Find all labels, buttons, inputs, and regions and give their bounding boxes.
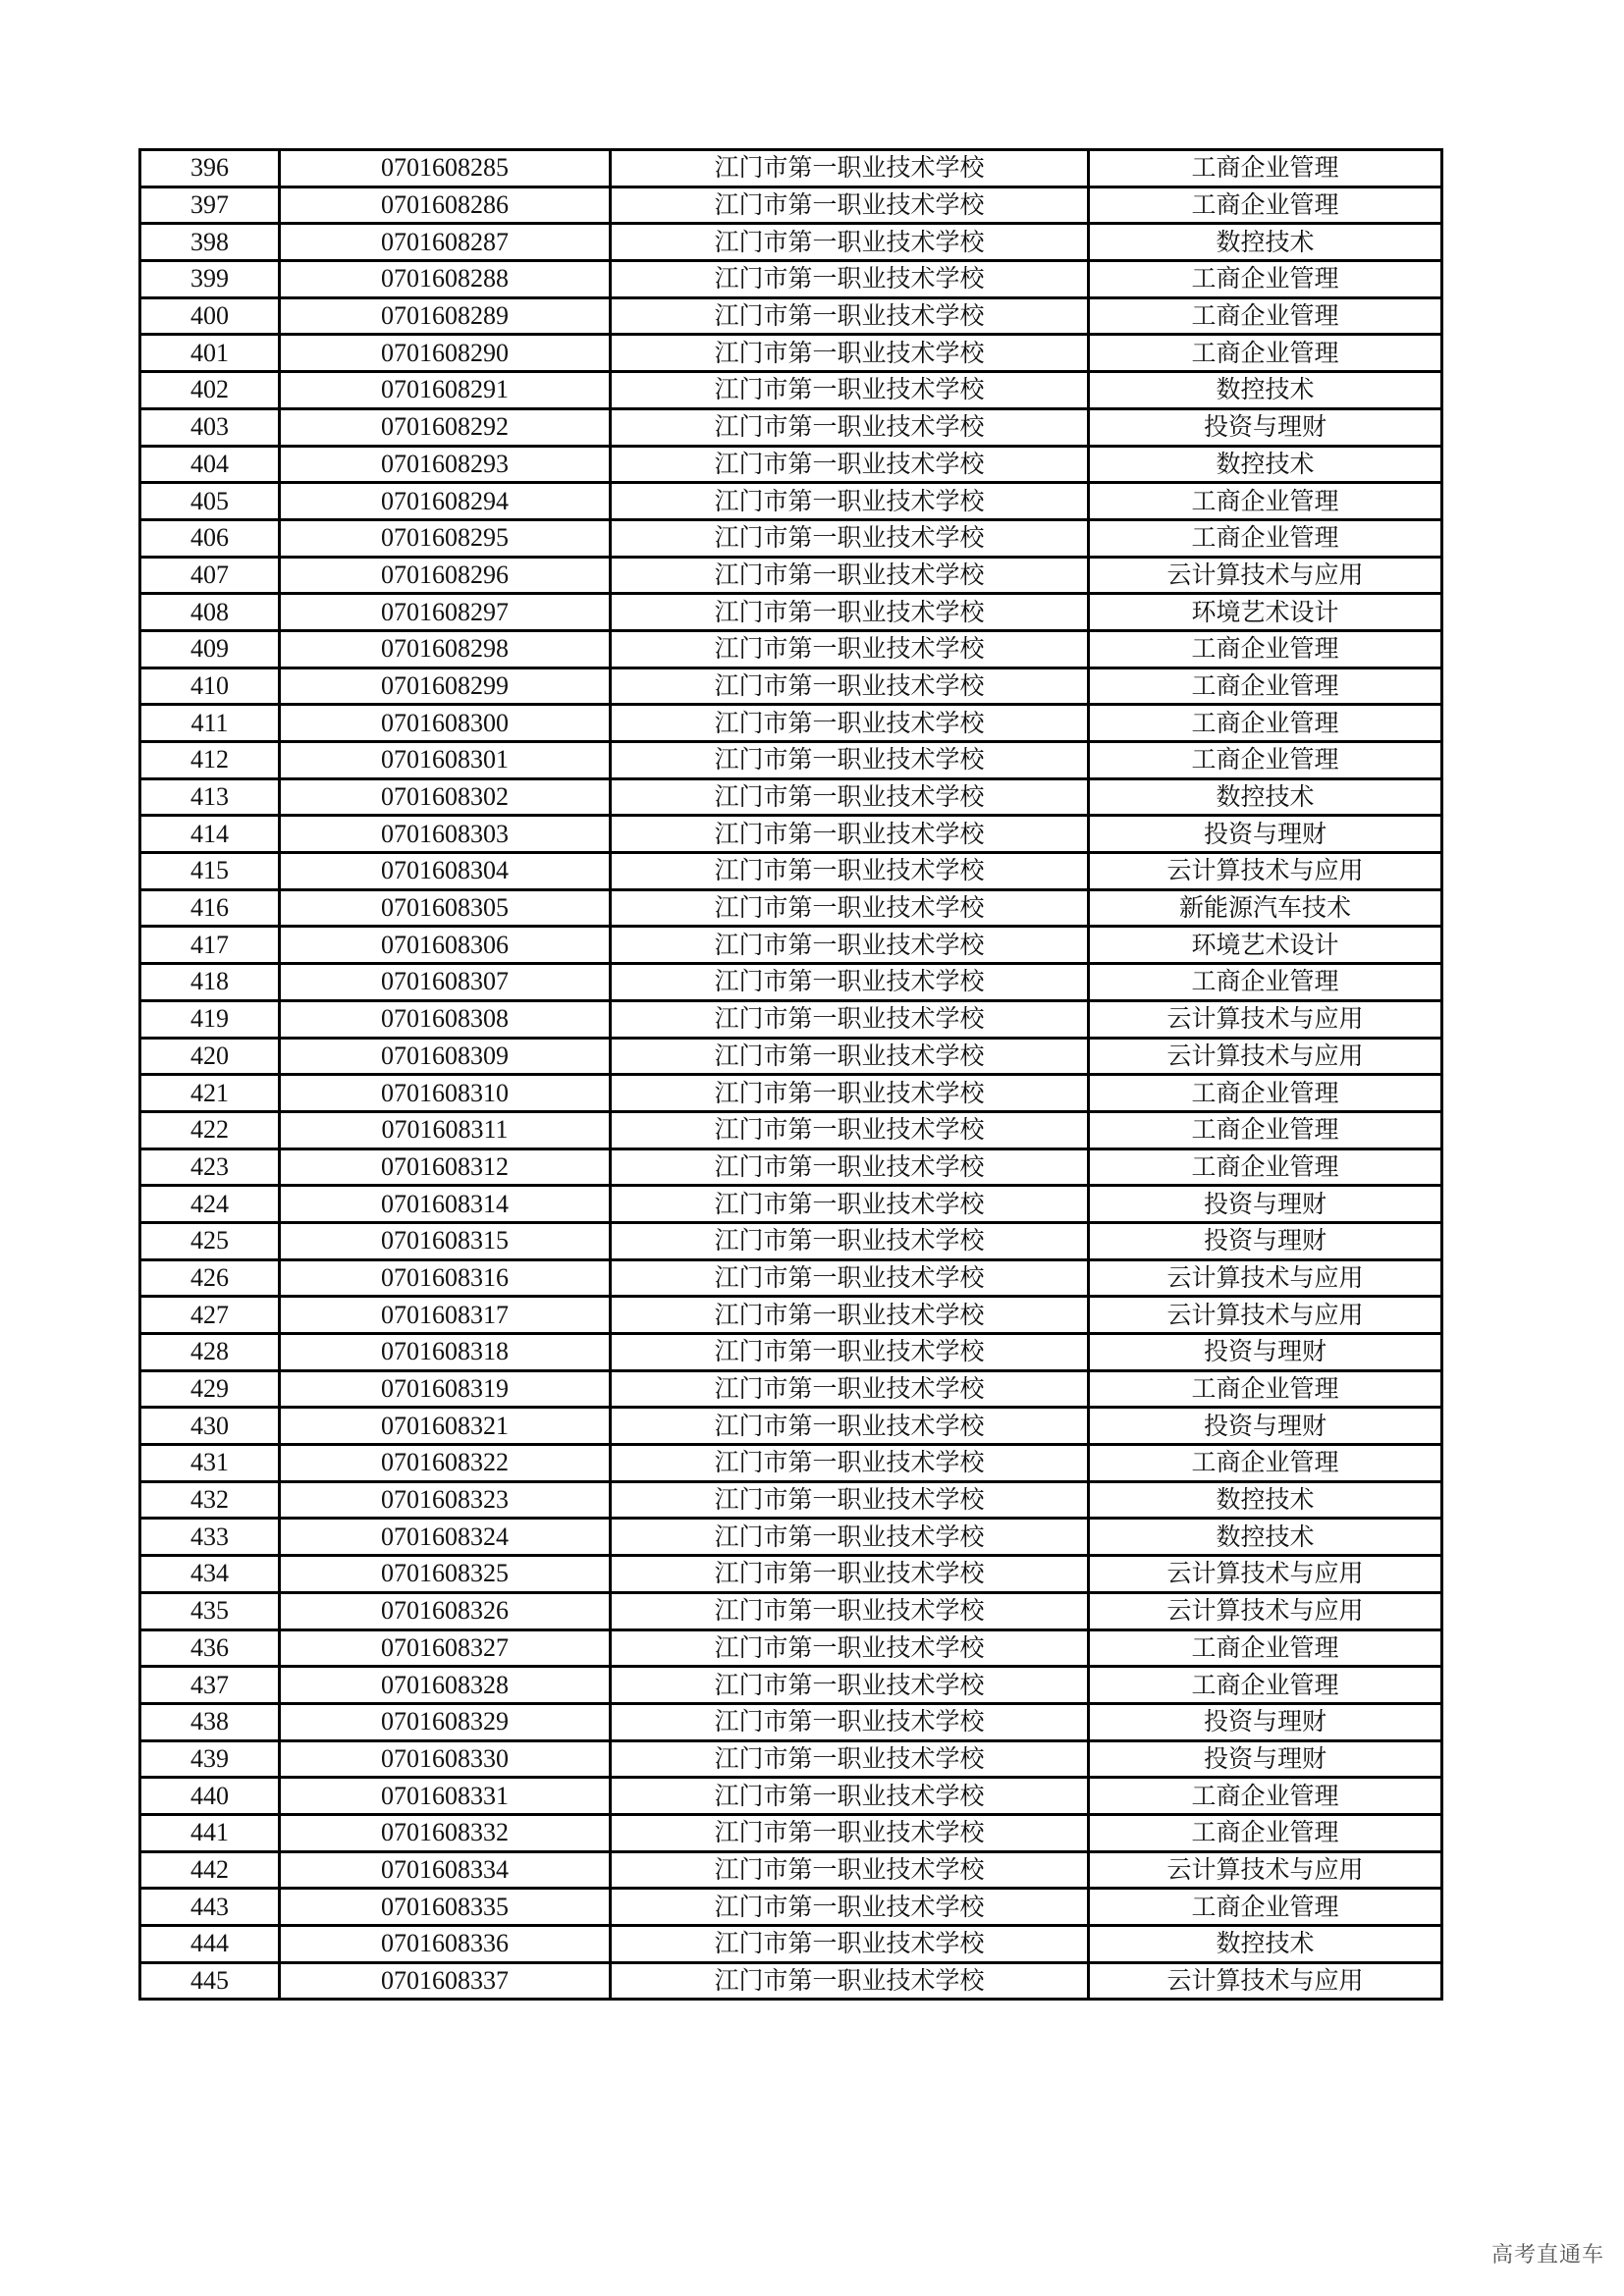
- school-cell: 江门市第一职业技术学校: [611, 1148, 1089, 1186]
- school-cell: 江门市第一职业技术学校: [611, 1408, 1089, 1445]
- school-cell: 江门市第一职业技术学校: [611, 1629, 1089, 1667]
- table-row: [140, 261, 1442, 298]
- major-cell: 投资与理财: [1089, 408, 1442, 446]
- school-cell: 江门市第一职业技术学校: [611, 1186, 1089, 1223]
- id-cell: 0701608318: [280, 1334, 611, 1371]
- school-cell: 江门市第一职业技术学校: [611, 1667, 1089, 1704]
- school-cell: 江门市第一职业技术学校: [611, 742, 1089, 779]
- school-cell: 江门市第一职业技术学校: [611, 1038, 1089, 1075]
- id-cell: 0701608296: [280, 557, 611, 594]
- school-cell: 江门市第一职业技术学校: [611, 667, 1089, 705]
- major-cell: 云计算技术与应用: [1089, 557, 1442, 594]
- major-cell: 云计算技术与应用: [1089, 1962, 1442, 2000]
- roster-table: [138, 148, 1443, 2001]
- seq-cell: 427: [140, 1297, 280, 1334]
- major-cell: 工商企业管理: [1089, 1075, 1442, 1112]
- table-row: [140, 150, 1442, 187]
- school-cell: 江门市第一职业技术学校: [611, 1556, 1089, 1593]
- id-cell: 0701608334: [280, 1851, 611, 1889]
- id-cell: 0701608319: [280, 1370, 611, 1408]
- table-row: [140, 408, 1442, 446]
- table-row: [140, 1111, 1442, 1148]
- id-cell: 0701608299: [280, 667, 611, 705]
- seq-cell: 434: [140, 1556, 280, 1593]
- table-row: [140, 667, 1442, 705]
- table-row: [140, 1075, 1442, 1112]
- table-row: [140, 297, 1442, 335]
- id-cell: 0701608315: [280, 1222, 611, 1259]
- id-cell: 0701608326: [280, 1592, 611, 1629]
- table-row: [140, 557, 1442, 594]
- id-cell: 0701608307: [280, 964, 611, 1001]
- school-cell: 江门市第一职业技术学校: [611, 483, 1089, 520]
- id-cell: 0701608304: [280, 853, 611, 890]
- id-cell: 0701608323: [280, 1481, 611, 1519]
- major-cell: 数控技术: [1089, 372, 1442, 409]
- seq-cell: 413: [140, 778, 280, 816]
- major-cell: 工商企业管理: [1089, 1629, 1442, 1667]
- major-cell: 工商企业管理: [1089, 667, 1442, 705]
- id-cell: 0701608336: [280, 1926, 611, 1963]
- table-row: [140, 1408, 1442, 1445]
- seq-cell: 415: [140, 853, 280, 890]
- school-cell: 江门市第一职业技术学校: [611, 1851, 1089, 1889]
- school-cell: 江门市第一职业技术学校: [611, 1962, 1089, 2000]
- major-cell: 投资与理财: [1089, 816, 1442, 853]
- table-row: [140, 1889, 1442, 1926]
- seq-cell: 431: [140, 1445, 280, 1482]
- seq-cell: 398: [140, 224, 280, 261]
- seq-cell: 407: [140, 557, 280, 594]
- seq-cell: 406: [140, 519, 280, 557]
- id-cell: 0701608285: [280, 150, 611, 187]
- id-cell: 0701608310: [280, 1075, 611, 1112]
- seq-cell: 396: [140, 150, 280, 187]
- school-cell: 江门市第一职业技术学校: [611, 446, 1089, 483]
- id-cell: 0701608303: [280, 816, 611, 853]
- id-cell: 0701608289: [280, 297, 611, 335]
- table-row: [140, 1778, 1442, 1815]
- table-row: [140, 1814, 1442, 1851]
- table-row: [140, 1334, 1442, 1371]
- id-cell: 0701608293: [280, 446, 611, 483]
- major-cell: 工商企业管理: [1089, 483, 1442, 520]
- school-cell: 江门市第一职业技术学校: [611, 335, 1089, 372]
- table-row: [140, 1186, 1442, 1223]
- major-cell: 投资与理财: [1089, 1703, 1442, 1740]
- school-cell: 江门市第一职业技术学校: [611, 1075, 1089, 1112]
- id-cell: 0701608300: [280, 705, 611, 742]
- school-cell: 江门市第一职业技术学校: [611, 594, 1089, 631]
- major-cell: 工商企业管理: [1089, 964, 1442, 1001]
- seq-cell: 436: [140, 1629, 280, 1667]
- id-cell: 0701608292: [280, 408, 611, 446]
- seq-cell: 408: [140, 594, 280, 631]
- seq-cell: 440: [140, 1778, 280, 1815]
- seq-cell: 443: [140, 1889, 280, 1926]
- id-cell: 0701608311: [280, 1111, 611, 1148]
- id-cell: 0701608325: [280, 1556, 611, 1593]
- id-cell: 0701608337: [280, 1962, 611, 2000]
- school-cell: 江门市第一职业技术学校: [611, 1703, 1089, 1740]
- seq-cell: 418: [140, 964, 280, 1001]
- id-cell: 0701608298: [280, 630, 611, 667]
- school-cell: 江门市第一职业技术学校: [611, 187, 1089, 224]
- school-cell: 江门市第一职业技术学校: [611, 1592, 1089, 1629]
- seq-cell: 400: [140, 297, 280, 335]
- id-cell: 0701608328: [280, 1667, 611, 1704]
- id-cell: 0701608308: [280, 1000, 611, 1038]
- seq-cell: 411: [140, 705, 280, 742]
- school-cell: 江门市第一职业技术学校: [611, 1000, 1089, 1038]
- id-cell: 0701608288: [280, 261, 611, 298]
- major-cell: 工商企业管理: [1089, 1814, 1442, 1851]
- major-cell: 工商企业管理: [1089, 261, 1442, 298]
- table-row: [140, 927, 1442, 964]
- roster-table-body: [140, 150, 1442, 2000]
- seq-cell: 412: [140, 742, 280, 779]
- seq-cell: 404: [140, 446, 280, 483]
- major-cell: 工商企业管理: [1089, 1778, 1442, 1815]
- seq-cell: 435: [140, 1592, 280, 1629]
- major-cell: 投资与理财: [1089, 1186, 1442, 1223]
- seq-cell: 426: [140, 1259, 280, 1297]
- major-cell: 工商企业管理: [1089, 150, 1442, 187]
- major-cell: 投资与理财: [1089, 1222, 1442, 1259]
- major-cell: 工商企业管理: [1089, 1889, 1442, 1926]
- table-row: [140, 1592, 1442, 1629]
- seq-cell: 422: [140, 1111, 280, 1148]
- school-cell: 江门市第一职业技术学校: [611, 557, 1089, 594]
- id-cell: 0701608294: [280, 483, 611, 520]
- major-cell: 数控技术: [1089, 446, 1442, 483]
- id-cell: 0701608286: [280, 187, 611, 224]
- seq-cell: 419: [140, 1000, 280, 1038]
- school-cell: 江门市第一职业技术学校: [611, 1481, 1089, 1519]
- seq-cell: 420: [140, 1038, 280, 1075]
- major-cell: 工商企业管理: [1089, 630, 1442, 667]
- major-cell: 云计算技术与应用: [1089, 1297, 1442, 1334]
- school-cell: 江门市第一职业技术学校: [611, 372, 1089, 409]
- major-cell: 数控技术: [1089, 778, 1442, 816]
- seq-cell: 409: [140, 630, 280, 667]
- id-cell: 0701608305: [280, 889, 611, 927]
- major-cell: 环境艺术设计: [1089, 927, 1442, 964]
- major-cell: 工商企业管理: [1089, 519, 1442, 557]
- id-cell: 0701608324: [280, 1519, 611, 1556]
- table-row: [140, 742, 1442, 779]
- major-cell: 工商企业管理: [1089, 1667, 1442, 1704]
- seq-cell: 405: [140, 483, 280, 520]
- seq-cell: 402: [140, 372, 280, 409]
- table-row: [140, 816, 1442, 853]
- seq-cell: 437: [140, 1667, 280, 1704]
- school-cell: 江门市第一职业技术学校: [611, 1740, 1089, 1778]
- major-cell: 云计算技术与应用: [1089, 1000, 1442, 1038]
- major-cell: 投资与理财: [1089, 1740, 1442, 1778]
- seq-cell: 428: [140, 1334, 280, 1371]
- school-cell: 江门市第一职业技术学校: [611, 853, 1089, 890]
- seq-cell: 414: [140, 816, 280, 853]
- table-row: [140, 446, 1442, 483]
- table-row: [140, 964, 1442, 1001]
- table-row: [140, 1740, 1442, 1778]
- major-cell: 工商企业管理: [1089, 1370, 1442, 1408]
- id-cell: 0701608321: [280, 1408, 611, 1445]
- id-cell: 0701608327: [280, 1629, 611, 1667]
- seq-cell: 403: [140, 408, 280, 446]
- table-row: [140, 1851, 1442, 1889]
- table-row: [140, 1703, 1442, 1740]
- table-row: [140, 372, 1442, 409]
- table-row: [140, 187, 1442, 224]
- school-cell: 江门市第一职业技术学校: [611, 778, 1089, 816]
- school-cell: 江门市第一职业技术学校: [611, 1519, 1089, 1556]
- table-row: [140, 483, 1442, 520]
- table-row: [140, 1629, 1442, 1667]
- seq-cell: 417: [140, 927, 280, 964]
- seq-cell: 425: [140, 1222, 280, 1259]
- school-cell: 江门市第一职业技术学校: [611, 224, 1089, 261]
- table-row: [140, 1962, 1442, 2000]
- school-cell: 江门市第一职业技术学校: [611, 1297, 1089, 1334]
- seq-cell: 432: [140, 1481, 280, 1519]
- school-cell: 江门市第一职业技术学校: [611, 630, 1089, 667]
- school-cell: 江门市第一职业技术学校: [611, 1259, 1089, 1297]
- school-cell: 江门市第一职业技术学校: [611, 964, 1089, 1001]
- major-cell: 工商企业管理: [1089, 187, 1442, 224]
- major-cell: 投资与理财: [1089, 1408, 1442, 1445]
- school-cell: 江门市第一职业技术学校: [611, 150, 1089, 187]
- seq-cell: 401: [140, 335, 280, 372]
- table-row: [140, 224, 1442, 261]
- major-cell: 数控技术: [1089, 224, 1442, 261]
- seq-cell: 397: [140, 187, 280, 224]
- seq-cell: 423: [140, 1148, 280, 1186]
- seq-cell: 410: [140, 667, 280, 705]
- seq-cell: 444: [140, 1926, 280, 1963]
- school-cell: 江门市第一职业技术学校: [611, 1111, 1089, 1148]
- major-cell: 工商企业管理: [1089, 742, 1442, 779]
- major-cell: 新能源汽车技术: [1089, 889, 1442, 927]
- major-cell: 数控技术: [1089, 1481, 1442, 1519]
- table-row: [140, 335, 1442, 372]
- seq-cell: 424: [140, 1186, 280, 1223]
- watermark-text: 高考直通车: [1490, 2243, 1604, 2268]
- table-row: [140, 1222, 1442, 1259]
- major-cell: 工商企业管理: [1089, 335, 1442, 372]
- table-row: [140, 594, 1442, 631]
- major-cell: 投资与理财: [1089, 1334, 1442, 1371]
- seq-cell: 421: [140, 1075, 280, 1112]
- major-cell: 工商企业管理: [1089, 1148, 1442, 1186]
- id-cell: 0701608290: [280, 335, 611, 372]
- major-cell: 工商企业管理: [1089, 705, 1442, 742]
- major-cell: 云计算技术与应用: [1089, 1851, 1442, 1889]
- school-cell: 江门市第一职业技术学校: [611, 1445, 1089, 1482]
- school-cell: 江门市第一职业技术学校: [611, 705, 1089, 742]
- table-row: [140, 1667, 1442, 1704]
- id-cell: 0701608330: [280, 1740, 611, 1778]
- table-row: [140, 1297, 1442, 1334]
- seq-cell: 433: [140, 1519, 280, 1556]
- table-row: [140, 1259, 1442, 1297]
- table-row: [140, 1148, 1442, 1186]
- id-cell: 0701608295: [280, 519, 611, 557]
- id-cell: 0701608322: [280, 1445, 611, 1482]
- table-row: [140, 1370, 1442, 1408]
- seq-cell: 416: [140, 889, 280, 927]
- id-cell: 0701608309: [280, 1038, 611, 1075]
- id-cell: 0701608312: [280, 1148, 611, 1186]
- major-cell: 云计算技术与应用: [1089, 853, 1442, 890]
- major-cell: 工商企业管理: [1089, 1445, 1442, 1482]
- seq-cell: 430: [140, 1408, 280, 1445]
- school-cell: 江门市第一职业技术学校: [611, 408, 1089, 446]
- major-cell: 数控技术: [1089, 1519, 1442, 1556]
- seq-cell: 441: [140, 1814, 280, 1851]
- major-cell: 云计算技术与应用: [1089, 1556, 1442, 1593]
- table-row: [140, 630, 1442, 667]
- id-cell: 0701608302: [280, 778, 611, 816]
- school-cell: 江门市第一职业技术学校: [611, 261, 1089, 298]
- table-row: [140, 778, 1442, 816]
- table-row: [140, 1038, 1442, 1075]
- id-cell: 0701608291: [280, 372, 611, 409]
- school-cell: 江门市第一职业技术学校: [611, 889, 1089, 927]
- id-cell: 0701608317: [280, 1297, 611, 1334]
- table-row: [140, 1000, 1442, 1038]
- seq-cell: 399: [140, 261, 280, 298]
- seq-cell: 445: [140, 1962, 280, 2000]
- school-cell: 江门市第一职业技术学校: [611, 1222, 1089, 1259]
- school-cell: 江门市第一职业技术学校: [611, 1778, 1089, 1815]
- id-cell: 0701608287: [280, 224, 611, 261]
- id-cell: 0701608316: [280, 1259, 611, 1297]
- table-row: [140, 853, 1442, 890]
- table-row: [140, 889, 1442, 927]
- major-cell: 云计算技术与应用: [1089, 1259, 1442, 1297]
- school-cell: 江门市第一职业技术学校: [611, 1334, 1089, 1371]
- table-row: [140, 1519, 1442, 1556]
- id-cell: 0701608335: [280, 1889, 611, 1926]
- table-row: [140, 1926, 1442, 1963]
- major-cell: 云计算技术与应用: [1089, 1592, 1442, 1629]
- id-cell: 0701608306: [280, 927, 611, 964]
- seq-cell: 438: [140, 1703, 280, 1740]
- school-cell: 江门市第一职业技术学校: [611, 1370, 1089, 1408]
- major-cell: 云计算技术与应用: [1089, 1038, 1442, 1075]
- major-cell: 环境艺术设计: [1089, 594, 1442, 631]
- id-cell: 0701608332: [280, 1814, 611, 1851]
- school-cell: 江门市第一职业技术学校: [611, 297, 1089, 335]
- major-cell: 工商企业管理: [1089, 1111, 1442, 1148]
- seq-cell: 429: [140, 1370, 280, 1408]
- school-cell: 江门市第一职业技术学校: [611, 816, 1089, 853]
- school-cell: 江门市第一职业技术学校: [611, 1814, 1089, 1851]
- school-cell: 江门市第一职业技术学校: [611, 519, 1089, 557]
- major-cell: 工商企业管理: [1089, 297, 1442, 335]
- table-row: [140, 1481, 1442, 1519]
- school-cell: 江门市第一职业技术学校: [611, 1889, 1089, 1926]
- major-cell: 数控技术: [1089, 1926, 1442, 1963]
- seq-cell: 439: [140, 1740, 280, 1778]
- id-cell: 0701608297: [280, 594, 611, 631]
- school-cell: 江门市第一职业技术学校: [611, 927, 1089, 964]
- table-row: [140, 519, 1442, 557]
- seq-cell: 442: [140, 1851, 280, 1889]
- table-row: [140, 705, 1442, 742]
- id-cell: 0701608301: [280, 742, 611, 779]
- id-cell: 0701608329: [280, 1703, 611, 1740]
- table-row: [140, 1445, 1442, 1482]
- table-row: [140, 1556, 1442, 1593]
- id-cell: 0701608314: [280, 1186, 611, 1223]
- id-cell: 0701608331: [280, 1778, 611, 1815]
- school-cell: 江门市第一职业技术学校: [611, 1926, 1089, 1963]
